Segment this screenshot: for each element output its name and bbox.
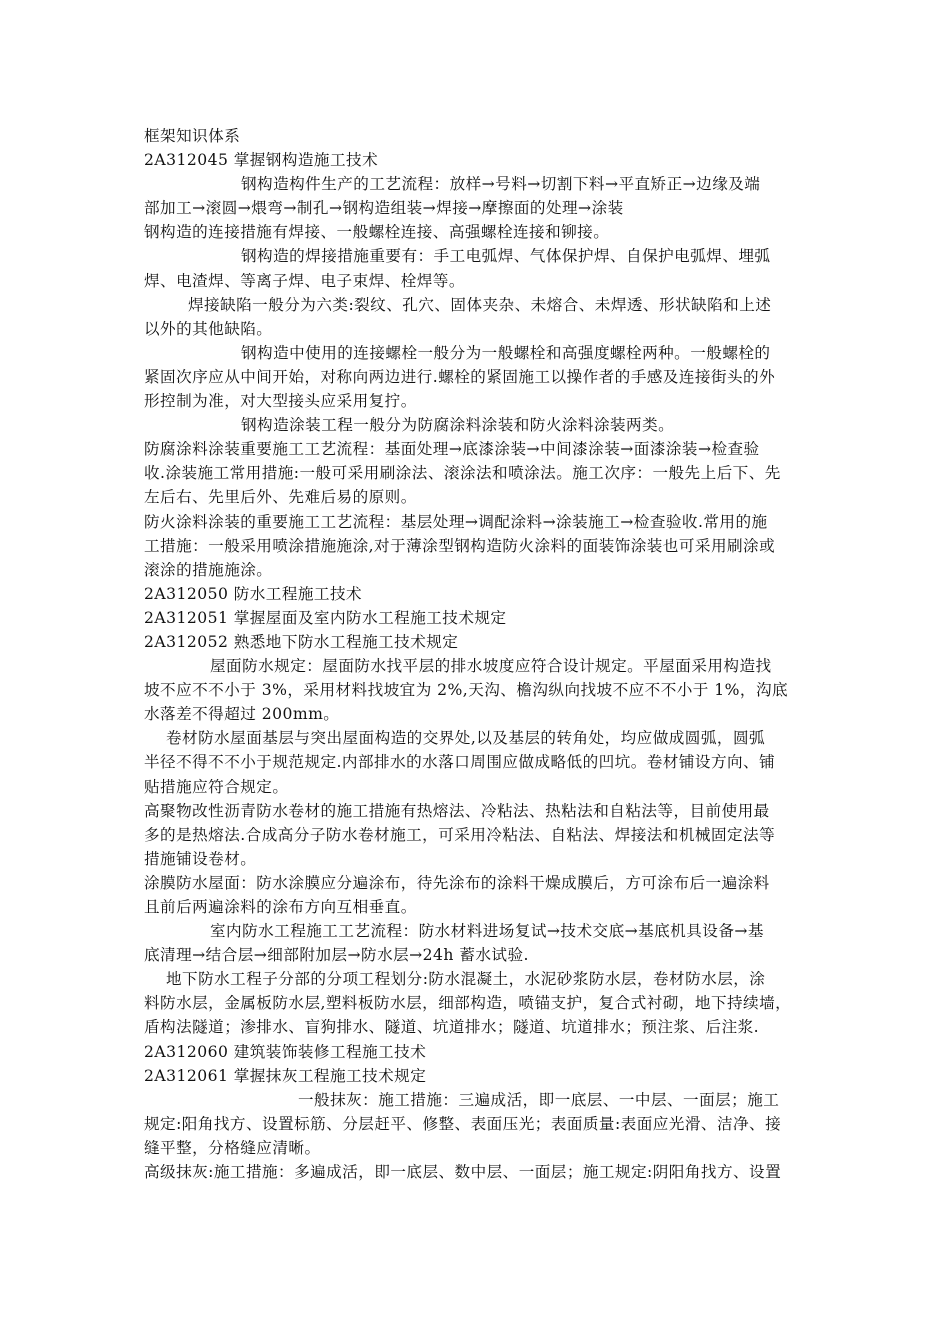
paragraph-line: 防火涂料涂装的重要施工工艺流程：基层处理→调配涂料→涂装施工→检查验收.常用的施 <box>144 512 768 531</box>
section-heading-2a312060: 2A312060 建筑装饰装修工程施工技术 <box>144 1042 427 1061</box>
section-heading-2a312052: 2A312052 熟悉地下防水工程施工技术规定 <box>144 632 459 651</box>
section-heading-2a312051: 2A312051 掌握屋面及室内防水工程施工技术规定 <box>144 608 507 627</box>
paragraph-line: 收.涂装施工常用措施:一般可采用刷涂法、滚涂法和喷涂法。施工次序：一般先上后下、先 <box>144 464 781 483</box>
paragraph-line: 半径不得不不小于规范规定.内部排水的水落口周围应做成略低的凹坑。卷材铺设方向、铺 <box>144 753 776 772</box>
paragraph-line: 钢构造的连接措施有焊接、一般螺栓连接、高强螺栓连接和铆接。 <box>144 223 610 242</box>
paragraph-line: 料防水层，金属板防水层,塑料板防水层，细部构造，喷锚支护，复合式衬砌，地下持续墙， <box>144 994 792 1013</box>
paragraph-line: 钢构造构件生产的工艺流程：放样→号料→切割下料→平直矫正→边缘及端 <box>241 175 761 194</box>
paragraph-line: 防腐涂料涂装重要施工工艺流程：基面处理→底漆涂装→中间漆涂装→面漆涂装→检查验 <box>144 440 760 459</box>
paragraph-line: 卷材防水屋面基层与突出屋面构造的交界处,以及基层的转角处，均应做成圆弧，圆弧 <box>166 729 766 748</box>
paragraph-line: 钢构造涂装工程一般分为防腐涂料涂装和防火涂料涂装两类。 <box>241 416 675 435</box>
paragraph-line: 左后右、先里后外、先难后易的原则。 <box>144 488 417 507</box>
section-heading-2a312061: 2A312061 掌握抹灰工程施工技术规定 <box>144 1066 427 1085</box>
paragraph-line: 屋面防水规定：屋面防水找平层的排水坡度应符合设计规定。平屋面采用构造找 <box>210 657 772 676</box>
paragraph-line: 钢构造中使用的连接螺栓一般分为一般螺栓和高强度螺栓两种。一般螺栓的 <box>241 343 771 362</box>
paragraph-line: 焊接缺陷一般分为六类:裂纹、孔穴、固体夹杂、未熔合、未焊透、形状缺陷和上述 <box>188 295 772 314</box>
paragraph-line: 滚涂的措施施涂。 <box>144 560 273 579</box>
section-heading-2a312050: 2A312050 防水工程施工技术 <box>144 584 363 603</box>
paragraph-line: 部加工→滚圆→煨弯→制孔→钢构造组装→焊接→摩擦面的处理→涂装 <box>144 199 624 218</box>
paragraph-line: 盾构法隧道；渗排水、盲狗排水、隧道、坑道排水；隧道、坑道排水；预注浆、后注浆. <box>144 1018 760 1037</box>
paragraph-line: 缝平整，分格缝应清晰。 <box>144 1138 321 1157</box>
paragraph-line: 多的是热熔法.合成高分子防水卷材施工，可采用冷粘法、自粘法、焊接法和机械固定法等 <box>144 825 776 844</box>
paragraph-line: 高聚物改性沥青防水卷材的施工措施有热熔法、冷粘法、热粘法和自粘法等，目前使用最 <box>144 801 770 820</box>
paragraph-line: 且前后两遍涂料的涂布方向互相垂直。 <box>144 898 417 916</box>
paragraph-line: 底清理→结合层→细部附加层→防水层→24h 蓄水试验. <box>144 946 529 965</box>
paragraph-line: 工措施：一般采用喷涂措施施涂,对于薄涂型钢构造防火涂料的面装饰涂装也可采用刷涂或 <box>144 536 776 555</box>
paragraph-line: 水落差不得超过 200mm。 <box>144 705 340 724</box>
paragraph-line: 规定:阳角找方、设置标筋、分层赶平、修整、表面压光；表面质量:表面应光滑、洁净、接 <box>144 1114 782 1133</box>
paragraph-line: 贴措施应符合规定。 <box>144 777 289 796</box>
paragraph-line: 一般抹灰：施工措施：三遍成活，即一底层、一中层、一面层；施工 <box>298 1090 780 1109</box>
paragraph-line: 地下防水工程子分部的分项工程划分:防水混凝土，水泥砂浆防水层，卷材防水层，涂 <box>166 970 766 989</box>
paragraph-line: 涂膜防水屋面：防水涂膜应分遍涂布，待先涂布的涂料干燥成膜后，方可涂布后一遍涂料 <box>144 873 770 892</box>
paragraph-line: 形控制为准，对大型接头应采用复拧。 <box>144 392 417 411</box>
paragraph-line: 以外的其他缺陷。 <box>144 319 273 338</box>
document-page <box>144 124 816 1184</box>
paragraph-line: 高级抹灰:施工措施：多遍成活，即一底层、数中层、一面层；施工规定:阴阳角找方、设置 <box>144 1163 782 1182</box>
paragraph-line: 坡不应不不小于 3%，采用材料找坡宜为 2%,天沟、檐沟纵向找坡不应不不小于 1%，沟底 <box>144 681 789 700</box>
paragraph-line: 室内防水工程施工工艺流程：防水材料进场复试→技术交底→基底机具设备→基 <box>210 922 764 941</box>
paragraph-line: 紧固次序应从中间开始，对称向两边进行.螺栓的紧固施工以操作者的手感及连接街头的外 <box>144 367 776 386</box>
paragraph-line: 钢构造的焊接措施重要有：手工电弧焊、气体保护焊、自保护电弧焊、埋弧 <box>241 247 771 266</box>
doc-heading: 框架知识体系 <box>144 127 241 145</box>
section-heading-2a312045: 2A312045 掌握钢构造施工技术 <box>144 151 379 170</box>
paragraph-line: 措施铺设卷材。 <box>144 849 257 868</box>
paragraph-line: 焊、电渣焊、等离子焊、电子束焊、栓焊等。 <box>144 271 465 290</box>
